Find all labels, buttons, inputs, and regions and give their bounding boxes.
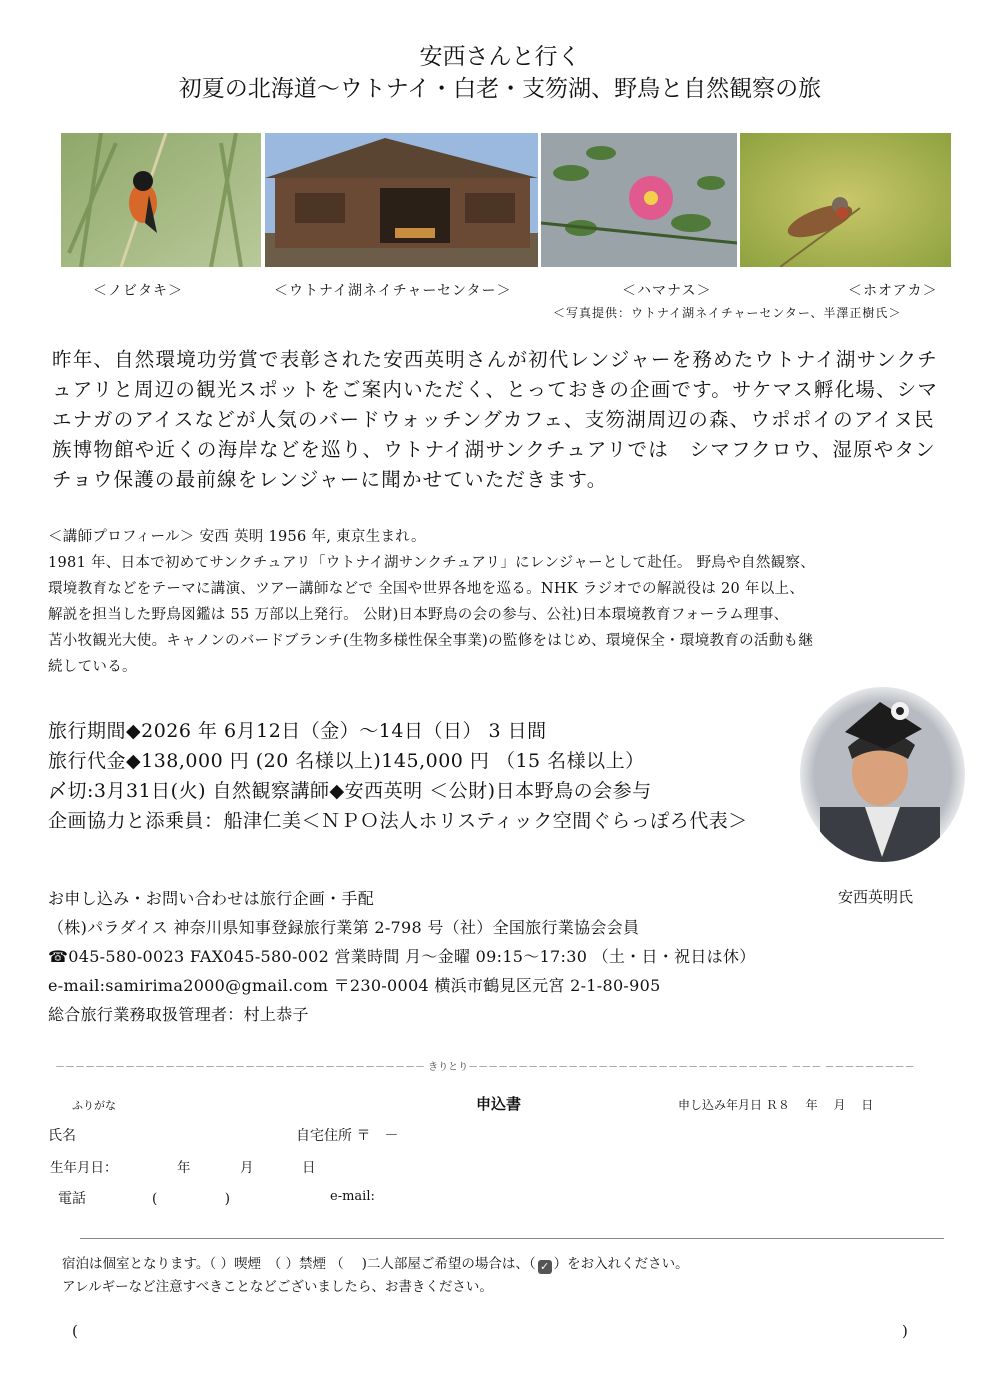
intro-line: ュアリと周辺の観光スポットをご案内いただく、とっておきの企画です。サケマス孵化場、シマ — [52, 378, 939, 401]
rose-photo — [541, 133, 737, 267]
contact-email: e-mail:samirima2000@gmail.com 〒230-0004 横浜市鶴見区元宮 2-1-80-905 — [48, 976, 661, 995]
contact-phone: ☎045-580-0023 FAX045-580-002 営業時間 月〜金曜 09:15〜17:30 （土・日・祝日は休） — [48, 947, 756, 966]
contact-line: お申し込み・お問い合わせは旅行企画・手配 — [48, 889, 375, 908]
contact-line: （株)パラダイス 神奈川県知事登録旅行業第 2-798 号（社）全国旅行業協会会員 — [48, 918, 640, 937]
name-field-label: 氏名 — [48, 1128, 76, 1144]
profile-line: ＜講師プロフィール＞ 安西 英明 1956 年, 東京生まれ。 — [48, 529, 426, 545]
contact-info — [48, 884, 756, 1029]
stonechat-photo — [61, 133, 261, 267]
portrait-caption: 安西英明氏 — [838, 888, 914, 906]
profile-line: 環境教育などをテーマに講演、ツアー講師などで 全国や世界各地を巡る。NHK ラジオでの解説役は 20 年以上、 — [48, 581, 805, 597]
caption-rose: ＜ハマナス＞ — [622, 283, 712, 299]
form-divider — [80, 1238, 944, 1239]
notes-paren-open[interactable]: ( — [72, 1322, 78, 1340]
furigana-label: ふりがな — [72, 1099, 116, 1112]
trip-deadline: 〆切:3月31日(火) 自然観察講師◆安西英明 ＜公財)日本野鳥の会参与 — [48, 780, 652, 802]
intro-line: エナガのアイスなどが人気のバードウォッチングカフェ、支笏湖周辺の森、ウポポイのアイヌ民 — [52, 408, 935, 431]
notes-paren-close[interactable]: ) — [902, 1322, 908, 1340]
intro-line: チョウ保護の最前線をレンジャーに聞かせていただきます。 — [52, 468, 608, 491]
bunting-photo — [740, 133, 951, 267]
intro-paragraph — [52, 345, 952, 495]
room-note-end: ）をお入れください。 — [553, 1256, 689, 1272]
intro-line: 族博物館や近くの海岸などを巡り、ウトナイ湖サンクチュアリでは シマフクロウ、湿原やタン — [52, 438, 936, 461]
profile-line: 解説を担当した野鳥図鑑は 55 万部以上発行。 公財)日本野鳥の会の参与、公社)日本環境教育フォーラム理事、 — [48, 607, 789, 623]
address-field-label: 自宅住所 〒 － — [296, 1128, 399, 1144]
birthdate-label: 生年月日： — [50, 1160, 118, 1176]
instructor-portrait — [800, 687, 965, 862]
caption-nature-center: ＜ウトナイ湖ネイチャーセンター＞ — [274, 283, 512, 299]
trip-cooperation: 企画協力と添乗員：船津仁美＜ＮＰＯ法人ホリスティック空間ぐらっぽろ代表＞ — [48, 810, 748, 832]
title-line-1: 安西さんと行く — [419, 44, 581, 70]
profile-line: 苫小牧観光大使。キャノンのバードブランチ(生物多様性保全事業)の監修をはじめ、環境保全・環境教育の活動も継 — [48, 633, 814, 649]
trip-details — [48, 716, 748, 836]
contact-manager: 総合旅行業務取扱管理者：村上恭子 — [48, 1005, 309, 1024]
profile-line: 1981 年、日本で初めてサンクチュアリ「ウトナイ湖サンクチュアリ」にレンジャーとして赴任。 野鳥や自然観察、 — [48, 555, 816, 571]
caption-stonechat: ＜ノビタキ＞ — [93, 283, 183, 299]
birth-month-label: 月 — [240, 1160, 254, 1176]
checkmark-icon: ✓ — [538, 1260, 552, 1274]
phone-field[interactable]: ( ) — [152, 1191, 231, 1207]
instructor-profile — [48, 524, 958, 680]
form-heading: 申込書 — [476, 1095, 522, 1113]
application-date-field[interactable]: 申し込み年月日 Ｒ８ 年 月 日 — [678, 1098, 874, 1112]
birth-day-label: 日 — [302, 1160, 316, 1176]
room-note-text: 宿泊は個室となります。（ ）喫煙 （ ）禁煙 （ )二人部屋ご希望の場合は、（ — [62, 1256, 536, 1272]
caption-bunting: ＜ホオアカ＞ — [848, 283, 938, 299]
allergy-note: アレルギーなど注意すべきことなどございましたら、お書きください。 — [62, 1279, 493, 1295]
trip-price: 旅行代金◆138,000 円 (20 名様以上)145,000 円 （15 名様以上） — [48, 750, 645, 772]
profile-line: 続している。 — [48, 659, 137, 675]
email-field-label: e-mail: — [330, 1189, 375, 1204]
photo-credit: ＜写真提供：ウトナイ湖ネイチャーセンター、半澤正樹氏＞ — [553, 306, 902, 320]
title-line-2: 初夏の北海道〜ウトナイ・白老・支笏湖、野鳥と自然観察の旅 — [178, 76, 822, 102]
cut-line: －－－－－－－－－－－－－－－－－－－－－－－－－－－－－－－－－－－－－ きりとり－－－－－－－－－－－－－－－－－－－－－－－－－－－－－－－－ －－－ －－－－－－－－－ — [55, 1062, 915, 1073]
nature-center-photo — [265, 133, 538, 267]
room-preference-note — [62, 1252, 689, 1274]
phone-label: 電話 — [58, 1191, 86, 1207]
birth-year-label: 年 — [177, 1160, 191, 1176]
trip-period: 旅行期間◆2026 年 6月12日（金）〜14日（日） 3 日間 — [48, 720, 547, 742]
intro-line: 昨年、自然環境功労賞で表彰された安西英明さんが初代レンジャーを務めたウトナイ湖サンクチ — [52, 348, 939, 371]
